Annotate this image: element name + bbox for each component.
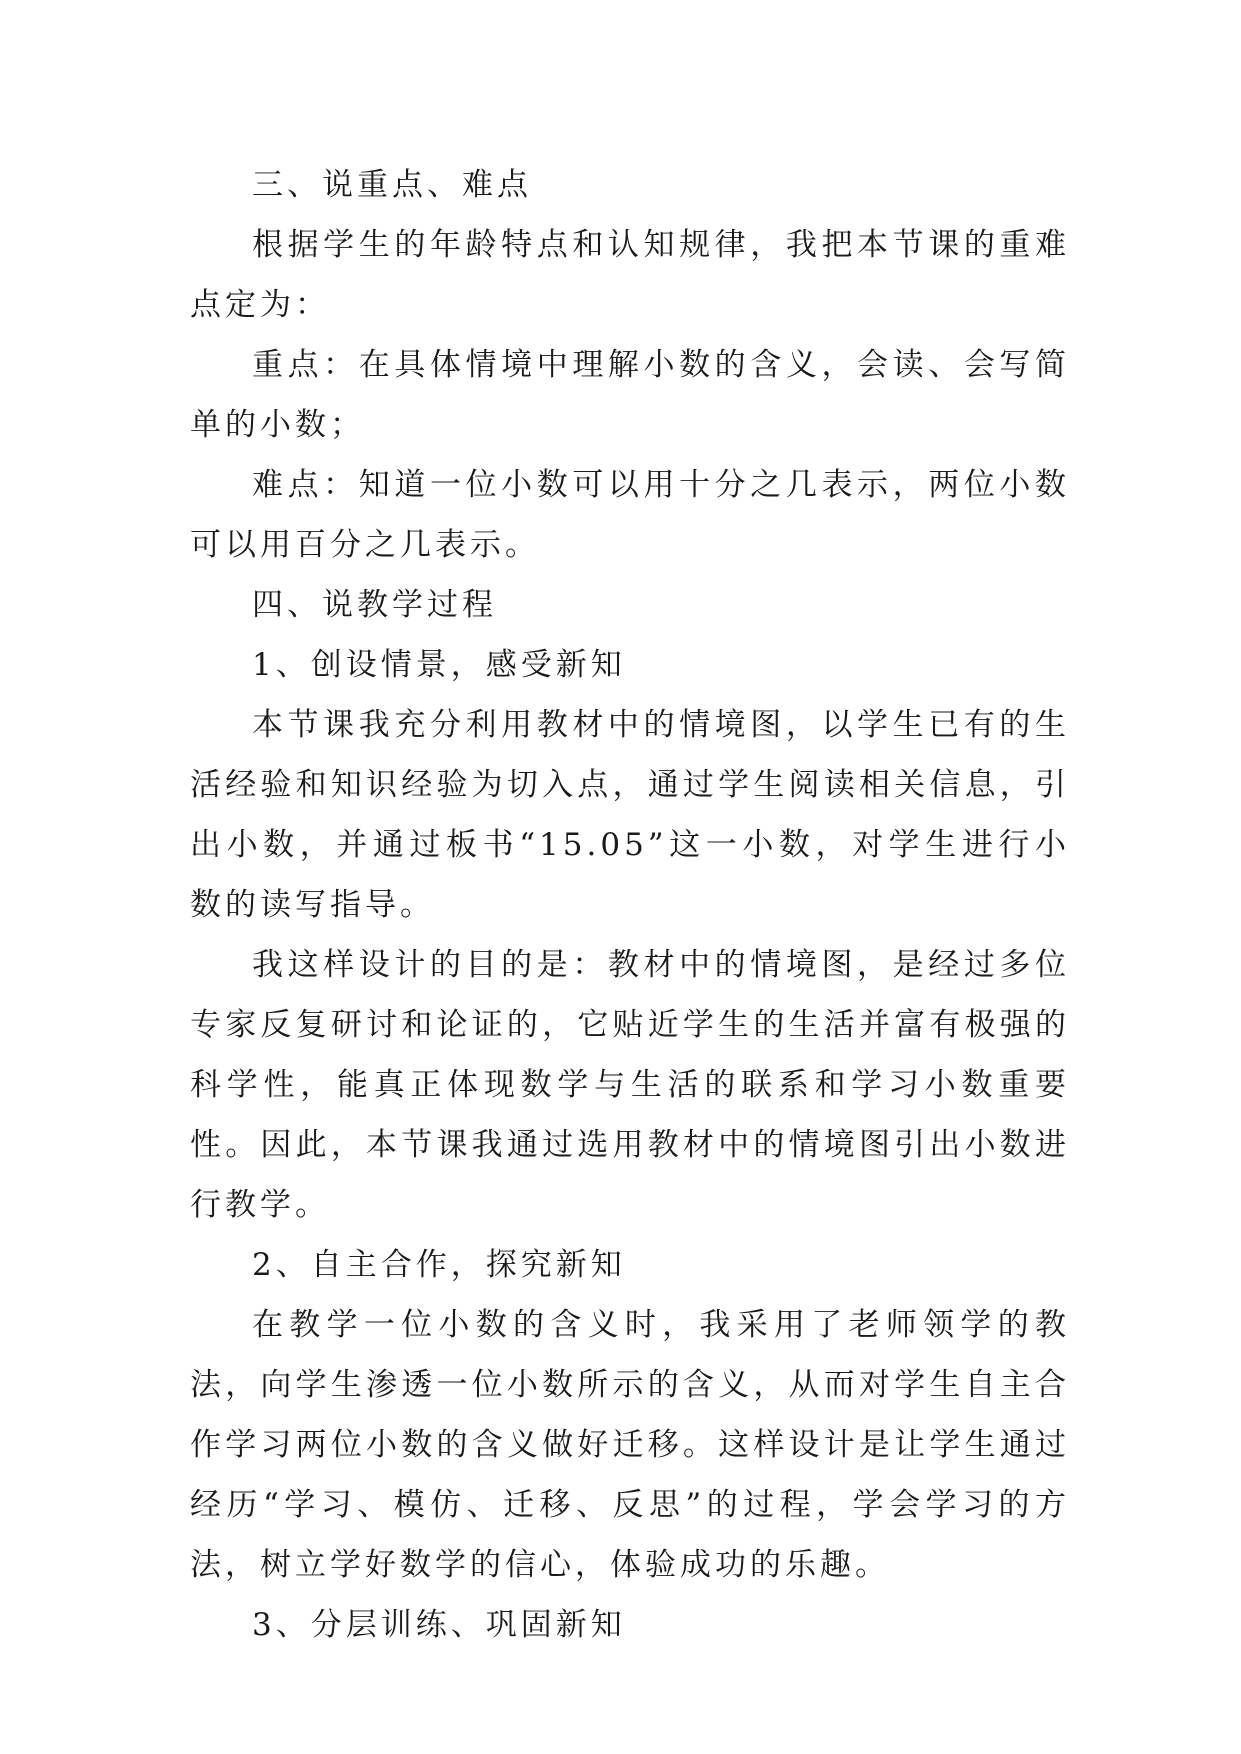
paragraph-key-points-intro: 根据学生的年龄特点和认知规律，我把本节课的重难点定为： — [190, 227, 1070, 323]
paragraph-step-1-content: 本节课我充分利用教材中的情境图，以学生已有的生活经验和知识经验为切入点，通过学生阅读相关信息，引出小数，并通过板书“15.05”这一小数，对学生进行小数的读写指导。 — [190, 707, 1070, 923]
subheading-step-1: 1、创设情景，感受新知 — [252, 647, 626, 683]
subheading-step-2: 2、自主合作，探究新知 — [252, 1247, 626, 1283]
paragraph-difficult-point: 难点：知道一位小数可以用十分之几表示，两位小数可以用百分之几表示。 — [190, 467, 1070, 563]
section-heading-teaching-process: 四、说教学过程 — [252, 587, 497, 623]
section-heading-key-points: 三、说重点、难点 — [252, 167, 532, 203]
document-body — [190, 155, 1070, 1655]
subheading-step-3: 3、分层训练、巩固新知 — [252, 1607, 626, 1643]
paragraph-step-1-purpose: 我这样设计的目的是：教材中的情境图，是经过多位专家反复研讨和论证的，它贴近学生的生活并富有极强的科学性，能真正体现数学与生活的联系和学习小数重要性。因此，本节课我通过选用教材中的情境图引出小数进行教学。 — [190, 947, 1070, 1223]
paragraph-step-2-content: 在教学一位小数的含义时，我采用了老师领学的教法，向学生渗透一位小数所示的含义，从而对学生自主合作学习两位小数的含义做好迁移。这样设计是让学生通过经历“学习、模仿、迁移、反思”的过程，学会学习的方法，树立学好数学的信心，体验成功的乐趣。 — [190, 1307, 1070, 1583]
paragraph-key-point: 重点：在具体情境中理解小数的含义，会读、会写简单的小数； — [190, 347, 1070, 443]
